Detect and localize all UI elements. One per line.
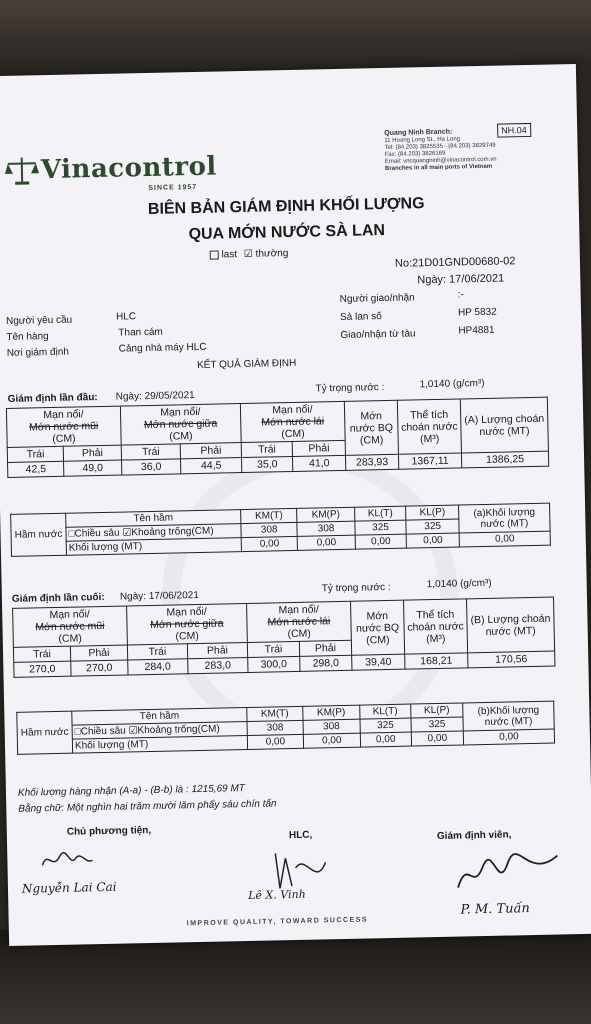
title-line1: BIÊN BẢN GIÁM ĐỊNH KHỐI LƯỢNG — [147, 195, 425, 218]
cell-value: 284,0 — [128, 659, 188, 675]
col-right: Phải — [180, 443, 241, 459]
cell-value: 42,5 — [8, 461, 65, 477]
first-density-value: 1,0140 (g/cm³) — [419, 377, 485, 391]
background-top — [0, 0, 591, 60]
inspector-signature-label: Giám định viên, — [436, 829, 512, 843]
cell-value: 0,00 — [360, 732, 411, 747]
first-inspection-label: Giám định lần đầu: — [7, 392, 98, 405]
cell-value: 308 — [297, 521, 355, 536]
deliverer-value: :- — [457, 289, 464, 301]
header-mid: Mạn nổi/ Mớn nước giữa (CM) — [120, 404, 241, 446]
first-density-label: Tỷ trọng nước : — [315, 382, 385, 395]
inspector-signature-name: P. M. Tuấn — [460, 901, 531, 918]
col-header: KL(T) — [359, 704, 410, 719]
requester-value: HLC — [115, 311, 137, 323]
mass-label: Khối lượng (MT) — [66, 538, 241, 556]
title-line2: QUA MỚN NƯỚC SÀ LAN — [188, 222, 386, 244]
requester-label: Người yêu cầu — [5, 314, 73, 327]
form-code: NH.04 — [497, 123, 531, 138]
tank-total-header: (a)Khối lượng nước (MT) — [459, 503, 551, 533]
cell-value: 1386,25 — [461, 451, 548, 468]
logo — [5, 155, 40, 191]
cell-value: 0,00 — [411, 731, 463, 746]
results-heading: KẾT QUẢ GIÁM ĐỊNH — [196, 357, 297, 371]
col-left: Trái — [247, 641, 299, 657]
cell-value: 0,00 — [463, 729, 554, 745]
col-right: Phải — [63, 445, 121, 461]
cell-value: 49,0 — [64, 460, 122, 476]
document-number: No:21D01GND00680-02 — [394, 255, 516, 270]
owner-signature-mark — [37, 844, 98, 875]
deliverer-label: Người giao/nhận — [339, 292, 415, 305]
mass-label: Khối lượng (MT) — [72, 735, 247, 753]
cell-value: 0,00 — [407, 533, 460, 548]
logo-since: SINCE 1957 — [148, 183, 198, 192]
ship-label: Giao/nhận từ tàu — [340, 328, 416, 341]
owner-signature-name: Nguyễn Lai Cai — [21, 879, 117, 896]
branch-title: Quang Ninh Branch: — [384, 128, 453, 137]
header-mean-draft: Mớn nước BQ (CM) — [344, 400, 398, 455]
cell-value: 325 — [355, 520, 407, 535]
hlc-signature-label: HLC, — [288, 829, 313, 842]
col-header: KM(P) — [297, 507, 355, 522]
cell-value: 0,00 — [241, 536, 298, 551]
col-right: Phải — [293, 440, 346, 456]
cell-value: 298,0 — [300, 655, 352, 671]
branch-line: Fax: (84.203) 3826169 — [384, 150, 446, 158]
col-left: Trái — [13, 646, 70, 662]
place-label: Nơi giám định — [6, 346, 70, 359]
tank-total-header: (b)Khối lượng nước (MT) — [463, 701, 555, 731]
cell-value: 39,40 — [352, 654, 405, 670]
goods-label: Tên hàng — [6, 331, 49, 343]
last-density-label: Tỷ trọng nước : — [321, 581, 391, 595]
total-in-words: Bằng chữ: Một nghìn hai trăm mười lăm phẩy sáu chín tấn — [18, 798, 277, 815]
col-header: KL(P) — [411, 703, 463, 718]
header-displacement-b: (B) Lượng choán nước (MT) — [467, 597, 555, 653]
cell-value: 300,0 — [248, 656, 300, 672]
col-right: Phải — [299, 640, 351, 656]
ship-value: HP4881 — [458, 324, 495, 337]
col-left: Trái — [127, 644, 187, 660]
header-volume: Thể tích choán nước (M³) — [404, 599, 468, 654]
header-bow: Mạn nổi/ Mớn nước mũi (CM) — [6, 406, 121, 447]
cell-value: 0,00 — [298, 535, 356, 550]
last-tank-table — [16, 701, 555, 755]
tank-label: Hầm nước — [11, 513, 67, 556]
cell-value: 308 — [241, 522, 298, 537]
cell-value: 1367,11 — [398, 453, 461, 469]
tank-label: Hầm nước — [17, 711, 73, 754]
option-last-label: last — [221, 249, 238, 261]
barge-value: HP 5832 — [457, 306, 497, 319]
col-left: Trái — [7, 446, 64, 462]
cell-value: 44,5 — [181, 458, 242, 474]
document-sheet — [0, 64, 591, 946]
header-volume: Thể tích choán nước (M³) — [397, 399, 461, 454]
depth-label: □Chiều sâu ☑Khoảng trống(CM) — [66, 524, 241, 542]
hlc-signature-name: Lê X. Vinh — [248, 887, 306, 903]
cell-value: 325 — [411, 717, 463, 732]
col-header: KM(P) — [303, 705, 360, 720]
checkbox-checked-icon[interactable]: ☑ — [243, 248, 253, 260]
col-header: KM(T) — [247, 706, 303, 721]
owner-signature-label: Chủ phương tiện, — [66, 825, 152, 838]
barge-label: Sà lan số — [339, 311, 382, 323]
inspection-type — [210, 248, 289, 261]
header-mid: Mạn nổi/ Mớn nước giữa (CM) — [126, 603, 247, 645]
cell-value: 36,0 — [121, 459, 181, 475]
cell-value: 35,0 — [241, 456, 293, 472]
inspector-signature-mark — [447, 850, 568, 903]
cell-value: 41,0 — [293, 455, 346, 471]
scales-logo-icon — [5, 155, 40, 186]
last-draft-table — [12, 597, 555, 678]
header-bow: Mạn nổi/ Mớn nước mũi (CM) — [13, 606, 128, 647]
branch-line: Email: vncquangninh@vinacontrol.com.vn — [384, 156, 497, 165]
last-density-value: 1,0140 (g/cm³) — [426, 577, 492, 591]
branch-info — [384, 126, 570, 173]
first-inspection-date: Ngày: 29/05/2021 — [115, 390, 195, 403]
cell-value: 170,56 — [468, 651, 555, 668]
header-stern: Mạn nổi/ Mớn nước lái (CM) — [240, 401, 345, 442]
total-mass-line: Khối lượng hàng nhận (A-a) - (B-b) là : 1215,69 MT — [17, 783, 245, 799]
cell-value: 283,93 — [345, 454, 398, 470]
col-left: Trái — [241, 441, 293, 457]
option-thuong-label: thường — [255, 248, 289, 260]
logo-text: Vinacontrol — [40, 151, 218, 186]
col-left: Trái — [121, 444, 181, 460]
col-header: KL(P) — [406, 505, 459, 520]
tank-name-header: Tên hầm — [72, 708, 247, 726]
cell-value: 270,0 — [71, 660, 128, 676]
header-mean-draft: Mớn nước BQ (CM) — [351, 600, 405, 655]
cell-value: 0,00 — [355, 534, 407, 549]
document-date: Ngày: 17/06/2021 — [417, 272, 505, 287]
branch-line: Tel: (84.203) 3825535 - (84.203) 3829749 — [384, 142, 496, 151]
first-tank-table — [10, 503, 551, 557]
cell-value: 0,00 — [247, 734, 303, 749]
last-inspection-label: Giám định lần cuối: — [11, 591, 105, 605]
cell-value: 308 — [303, 719, 360, 734]
cell-value: 0,00 — [459, 531, 550, 547]
header-displacement-a: (A) Lượng choán nước (MT) — [460, 397, 548, 453]
cell-value: 283,0 — [188, 657, 248, 673]
branch-line: 11 Hoang Long St., Ha Long — [384, 136, 461, 144]
col-header: KM(T) — [241, 508, 298, 523]
header-stern: Mạn nổi/ Mớn nước lái (CM) — [247, 601, 352, 642]
col-right: Phải — [70, 645, 127, 661]
cell-value: 308 — [247, 720, 303, 735]
col-header: KL(T) — [354, 506, 406, 521]
cell-value: 325 — [360, 718, 411, 733]
first-draft-table — [6, 397, 549, 478]
cell-value: 168,21 — [405, 653, 468, 669]
last-inspection-date: Ngày: 17/06/2021 — [119, 589, 199, 603]
depth-label: □Chiều sâu ☑Khoảng trống(CM) — [72, 721, 247, 739]
branch-line: Branches in all main ports of Vietnam — [384, 163, 493, 172]
cell-value: 0,00 — [303, 733, 360, 748]
col-right: Phải — [187, 642, 247, 658]
footer-slogan: IMPROVE QUALITY, TOWARD SUCCESS — [186, 916, 369, 928]
place-value: Cảng nhà máy HLC — [118, 341, 207, 355]
cell-value: 325 — [406, 519, 459, 534]
tank-name-header: Tên hầm — [66, 510, 241, 528]
cell-value: 270,0 — [14, 661, 71, 677]
goods-value: Than cám — [118, 326, 163, 339]
checkbox-last[interactable] — [210, 250, 219, 259]
